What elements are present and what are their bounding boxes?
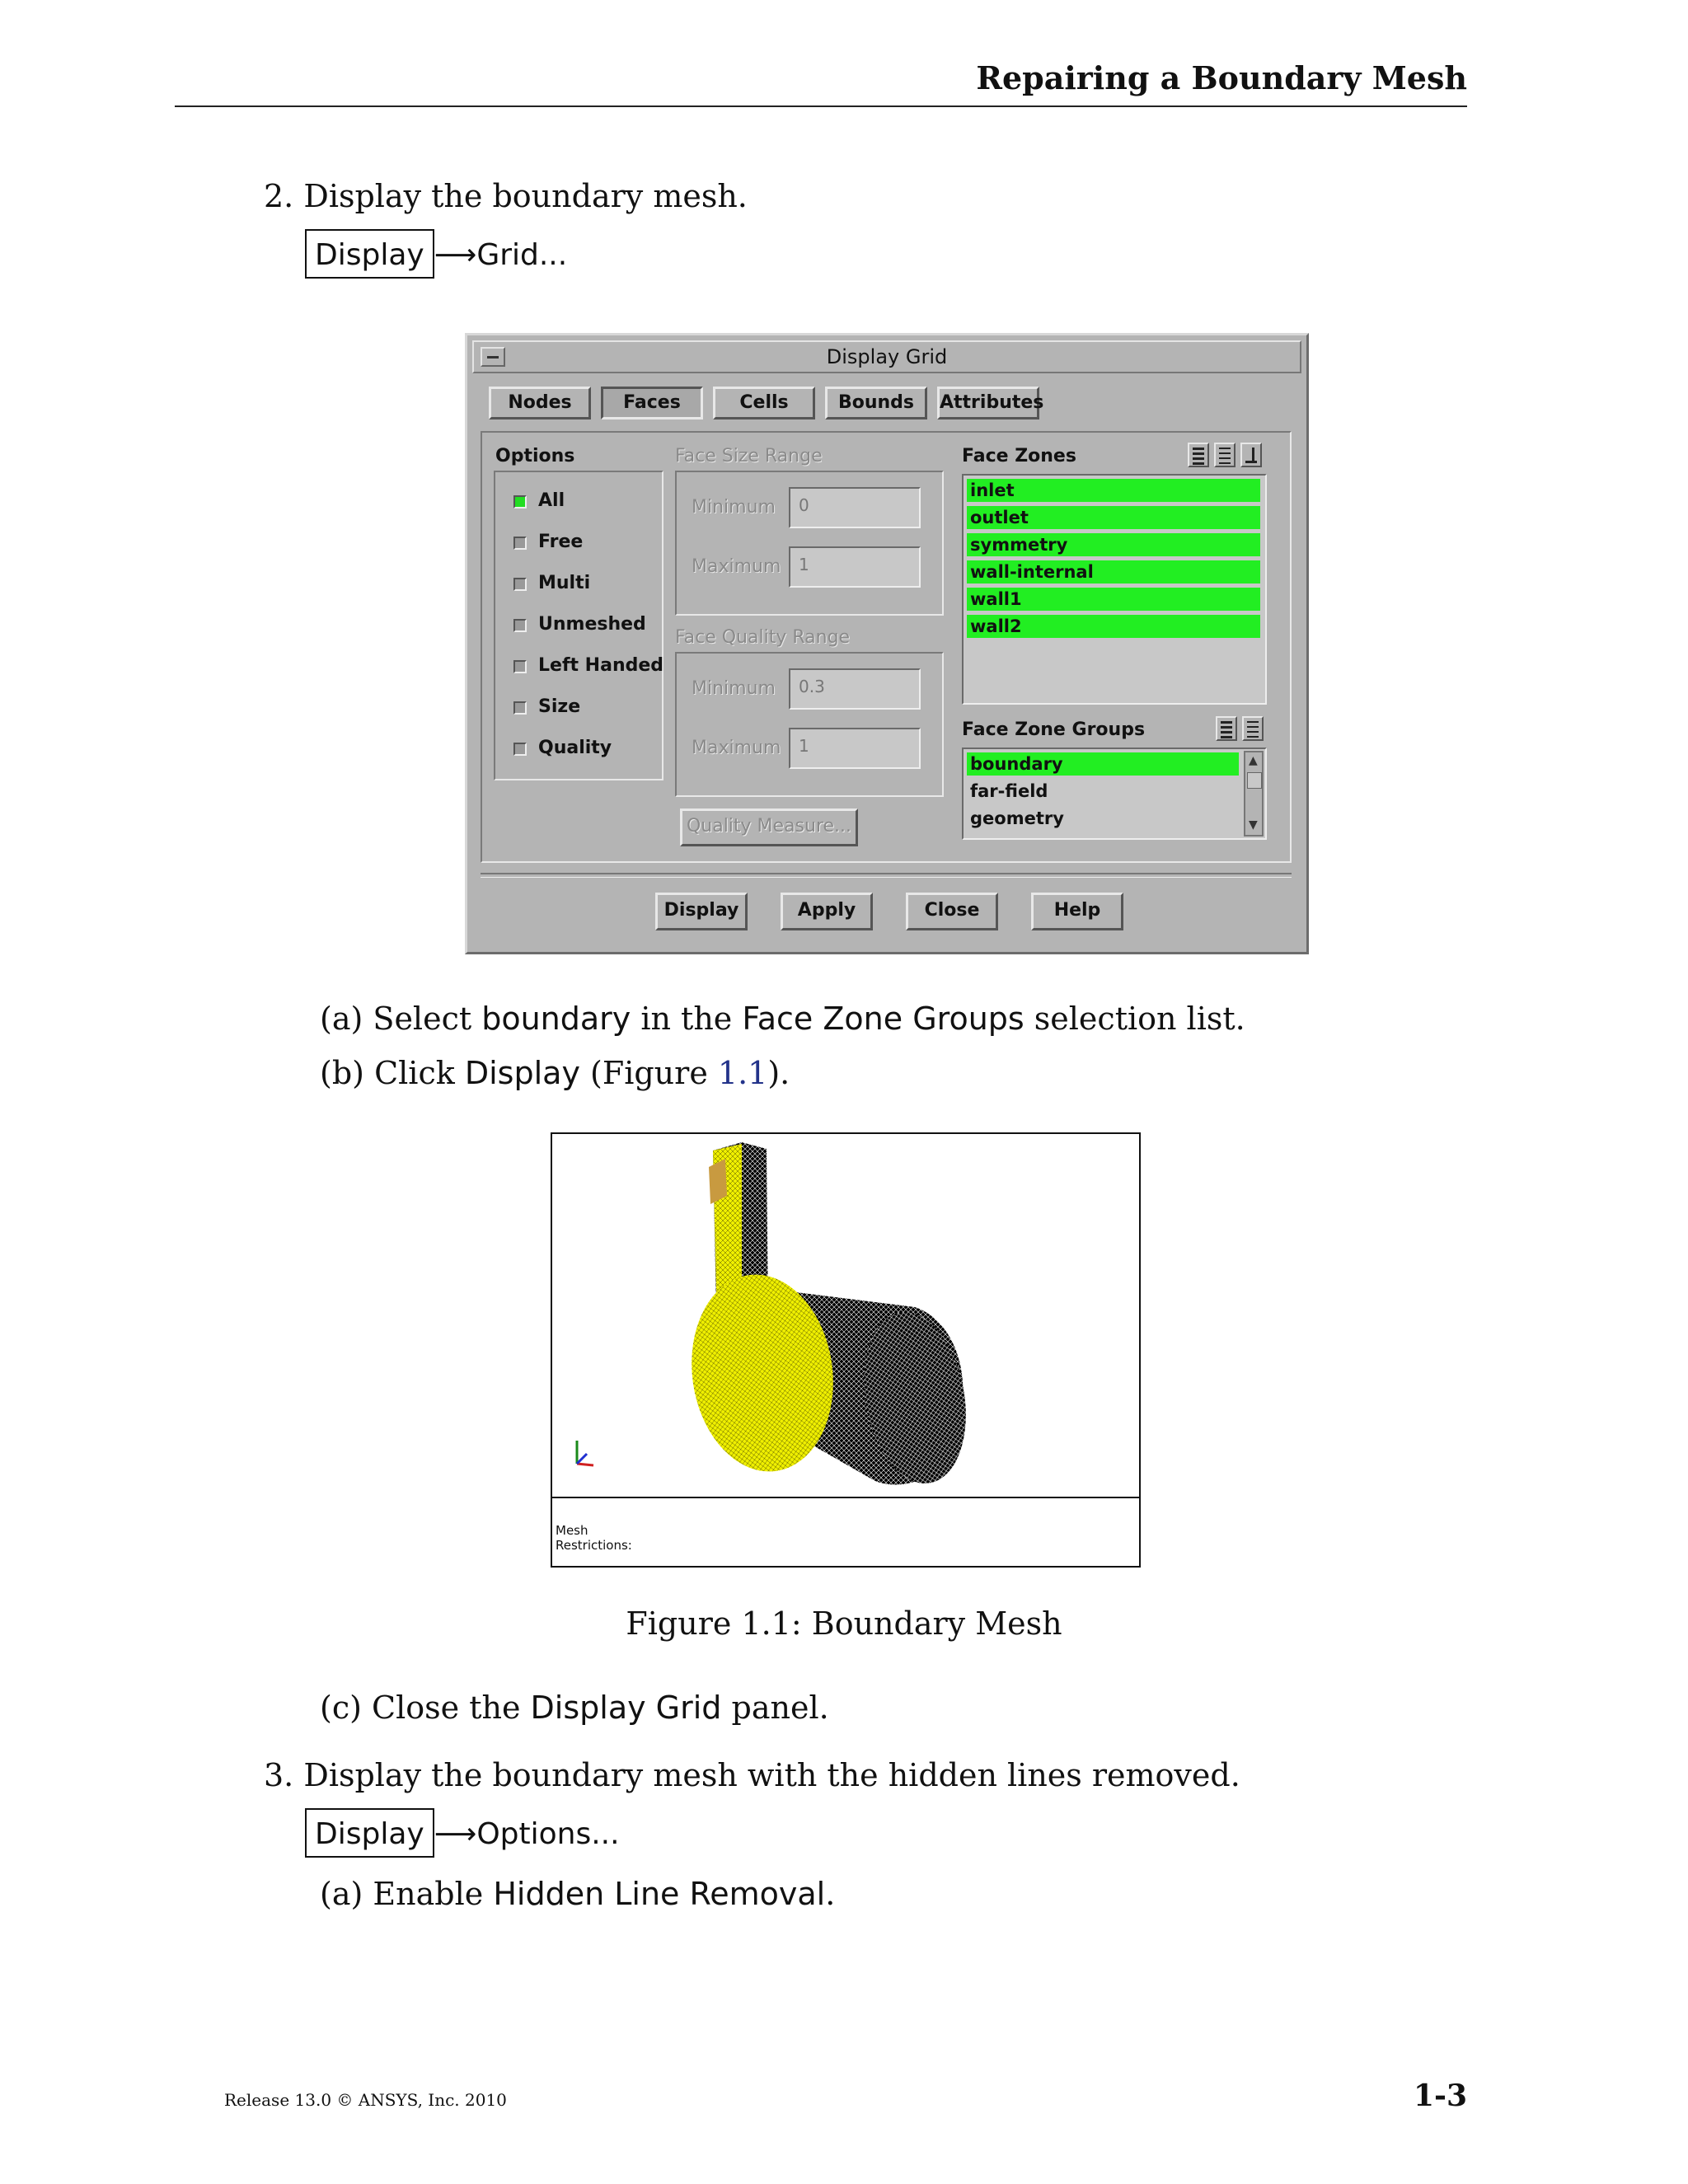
page-number: 1-3 <box>1413 2079 1467 2113</box>
figure-link[interactable]: 1.1 <box>717 1055 768 1091</box>
checkbox-size[interactable] <box>513 701 527 715</box>
tab-bounds[interactable]: Bounds <box>825 387 927 419</box>
size-max-field[interactable]: 1 <box>789 546 921 588</box>
options-label: Options <box>495 446 575 466</box>
quality-measure-button[interactable]: Quality Measure... <box>680 808 858 846</box>
size-max-label: Maximum <box>692 556 781 577</box>
menu-display[interactable]: Display <box>305 1808 434 1858</box>
groups-scrollbar[interactable]: ▲ ▼ <box>1244 751 1264 837</box>
quality-min-field[interactable]: 0.3 <box>789 668 921 710</box>
size-min-label: Minimum <box>692 497 776 518</box>
list-item[interactable]: wall1 <box>967 588 1260 611</box>
tab-faces[interactable]: Faces <box>601 387 703 419</box>
option-size-label: Size <box>538 696 581 717</box>
close-button[interactable]: Close <box>906 893 998 930</box>
tab-nodes[interactable]: Nodes <box>489 387 591 419</box>
step-2 <box>264 178 748 214</box>
quality-min-label: Minimum <box>692 678 776 699</box>
menu-item-grid[interactable]: Grid... <box>476 238 568 272</box>
face-size-range-label: Face Size Range <box>675 446 823 466</box>
figure-panel-text: Mesh Restrictions: <box>556 1523 632 1553</box>
substep-marker: (a) <box>320 1001 363 1037</box>
display-grid-dialog <box>465 333 1309 954</box>
step-text: Display the boundary mesh. <box>303 178 748 214</box>
list-item[interactable]: outlet <box>967 506 1260 529</box>
figure-info-divider <box>552 1497 1139 1498</box>
dialog-title: Display Grid <box>826 345 948 368</box>
tab-attributes[interactable]: Attributes <box>937 387 1039 419</box>
substep-text: Enable Hidden Line Removal. <box>373 1876 836 1912</box>
dialog-titlebar[interactable] <box>472 340 1301 373</box>
menu-path <box>305 1808 620 1858</box>
menu-display[interactable]: Display <box>305 229 434 279</box>
substep-text: Click Display (Figure 1.1). <box>374 1055 790 1091</box>
face-zones-list[interactable] <box>962 474 1267 705</box>
substep-text: Select boundary in the Face Zone Groups selection list. <box>373 1001 1245 1037</box>
substep-a <box>320 1001 1245 1037</box>
step-number: 3. <box>264 1757 294 1793</box>
checkbox-quality[interactable] <box>513 743 527 756</box>
menu-path <box>305 229 567 279</box>
substep-3a <box>320 1876 835 1912</box>
substep-marker: (b) <box>320 1055 364 1091</box>
axis-z <box>577 1454 587 1464</box>
substep-b <box>320 1055 790 1091</box>
face-zone-groups-label: Face Zone Groups <box>962 719 1146 740</box>
checkbox-all[interactable] <box>513 495 527 509</box>
list-item[interactable]: far-field <box>970 781 1048 801</box>
substep-text: Close the Display Grid panel. <box>372 1690 829 1726</box>
list-item[interactable]: boundary <box>967 752 1239 776</box>
deselect-all-groups-icon[interactable] <box>1242 716 1264 741</box>
menu-arrow: ⟶ <box>434 1817 477 1851</box>
menu-item-options[interactable]: Options... <box>476 1817 620 1851</box>
dialog-separator <box>481 873 1292 878</box>
list-item[interactable]: wall2 <box>967 615 1260 638</box>
checkbox-multi[interactable] <box>513 578 527 591</box>
list-item[interactable]: inlet <box>967 479 1260 502</box>
figure-caption: Figure 1.1: Boundary Mesh <box>626 1605 1062 1642</box>
filter-list-icon[interactable] <box>1240 443 1262 467</box>
display-button[interactable]: Display <box>655 893 748 930</box>
option-multi-label: Multi <box>538 573 591 593</box>
option-quality-label: Quality <box>538 738 612 758</box>
list-item[interactable]: geometry <box>970 808 1064 828</box>
option-left-handed-label: Left Handed <box>538 655 664 676</box>
checkbox-unmeshed[interactable] <box>513 619 527 632</box>
deselect-all-icon[interactable] <box>1214 443 1236 467</box>
quality-max-field[interactable]: 1 <box>789 728 921 769</box>
axis-x <box>577 1464 593 1465</box>
face-zone-groups-list[interactable] <box>962 748 1267 840</box>
select-all-groups-icon[interactable] <box>1216 716 1237 741</box>
checkbox-left-handed[interactable] <box>513 660 527 673</box>
size-min-field[interactable]: 0 <box>789 487 921 528</box>
checkbox-free[interactable] <box>513 537 527 550</box>
substep-marker: (a) <box>320 1876 363 1912</box>
menu-arrow: ⟶ <box>434 238 477 272</box>
list-item[interactable]: symmetry <box>967 533 1260 556</box>
option-unmeshed-label: Unmeshed <box>538 614 646 635</box>
running-header: Repairing a Boundary Mesh <box>976 59 1467 96</box>
option-all-label: All <box>538 490 565 511</box>
substep-c <box>320 1690 829 1726</box>
option-free-label: Free <box>538 532 584 552</box>
substep-marker: (c) <box>320 1690 362 1726</box>
apply-button[interactable]: Apply <box>781 893 873 930</box>
step-text: Display the boundary mesh with the hidden lines removed. <box>303 1757 1240 1793</box>
footer-release: Release 13.0 © ANSYS, Inc. 2010 <box>224 2090 507 2110</box>
help-button[interactable]: Help <box>1031 893 1123 930</box>
step-3 <box>264 1757 1240 1793</box>
list-item[interactable]: wall-internal <box>967 560 1260 583</box>
figure-boundary-mesh <box>551 1132 1141 1568</box>
select-all-icon[interactable] <box>1188 443 1209 467</box>
face-quality-range-label: Face Quality Range <box>675 627 851 648</box>
step-number: 2. <box>264 178 294 214</box>
mesh-render <box>552 1134 1139 1495</box>
tab-cells[interactable]: Cells <box>713 387 815 419</box>
quality-max-label: Maximum <box>692 738 781 758</box>
header-rule <box>175 105 1467 107</box>
face-zones-label: Face Zones <box>962 446 1076 466</box>
